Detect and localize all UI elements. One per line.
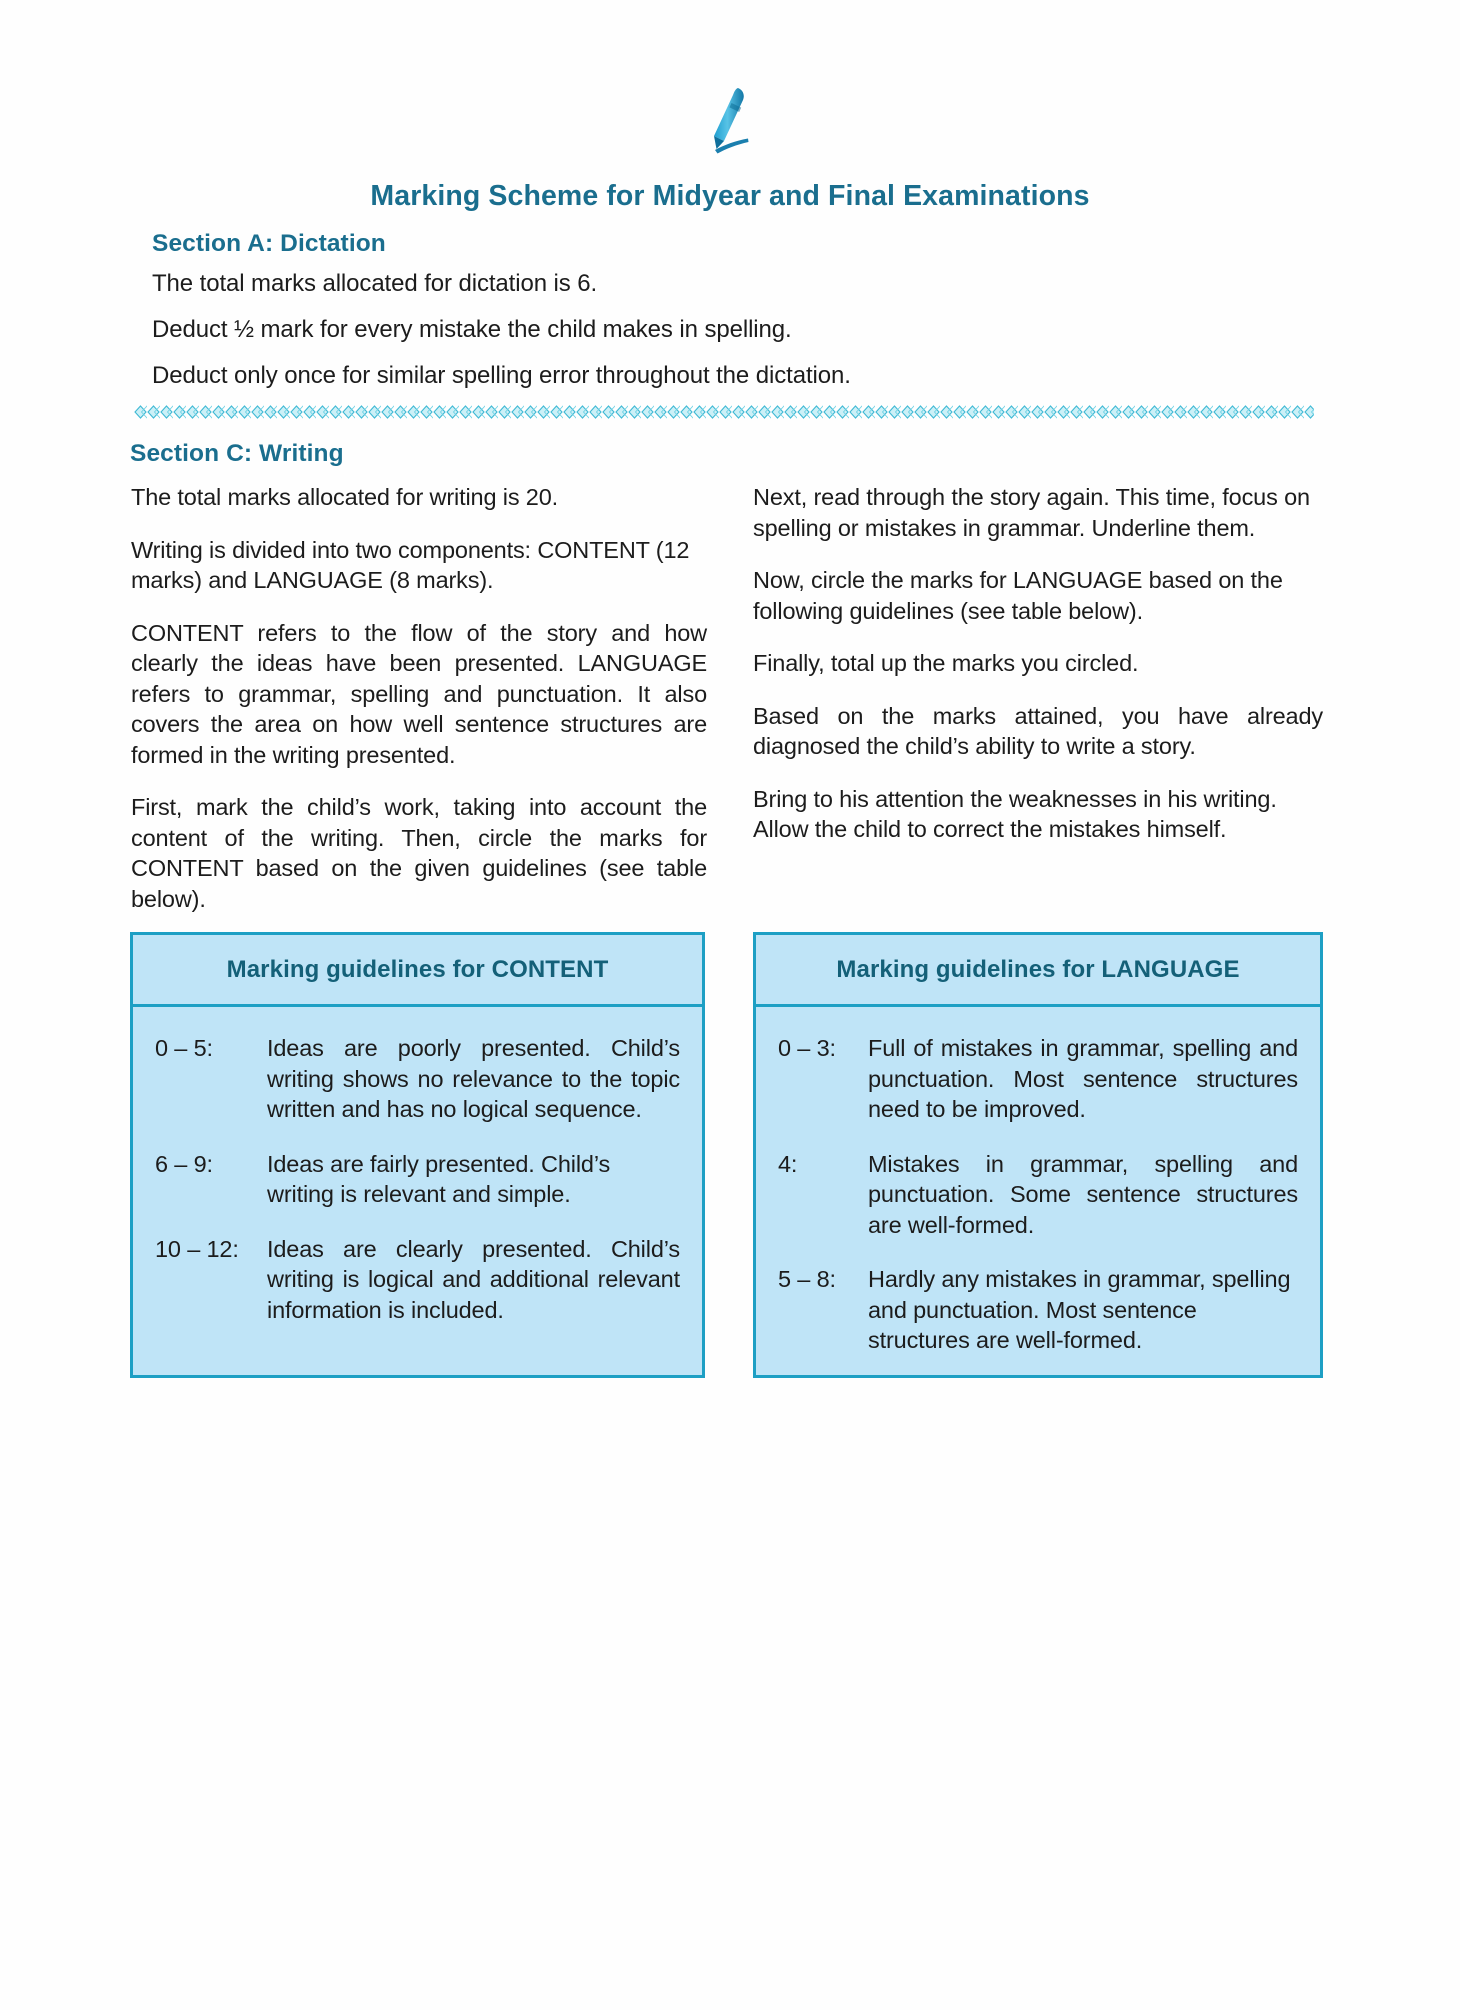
page-title: Marking Scheme for Midyear and Final Examinations xyxy=(370,180,1090,212)
language-row xyxy=(778,1264,1298,1356)
section-a-line-2: Deduct ½ mark for every mistake the child makes in spelling. xyxy=(152,316,792,343)
language-guidelines-header xyxy=(756,935,1320,1007)
content-row xyxy=(155,1149,680,1210)
language-guidelines-box xyxy=(753,932,1323,1378)
decorative-divider xyxy=(134,403,1314,421)
language-row-description: Full of mistakes in grammar, spelling and punctuation. Most sentence structures need to be improved. xyxy=(868,1035,1298,1123)
content-row-description: Ideas are fairly presented. Child’s writing is relevant and simple. xyxy=(267,1150,611,1208)
content-row-description: Ideas are poorly presented. Child’s writing shows no relevance to the topic written and has no logical sequence. xyxy=(267,1035,680,1123)
content-guidelines-body xyxy=(133,1007,702,1325)
pen-icon xyxy=(700,84,760,156)
content-guidelines-header xyxy=(133,935,702,1007)
language-guidelines-body xyxy=(756,1007,1320,1356)
content-row xyxy=(155,1234,680,1326)
language-guidelines-title: Marking guidelines for LANGUAGE xyxy=(836,955,1240,983)
left-para-1: The total marks allocated for writing is 20. xyxy=(131,484,559,510)
language-row xyxy=(778,1149,1298,1241)
content-row-range: 6 – 9: xyxy=(155,1150,213,1177)
content-guidelines-title: Marking guidelines for CONTENT xyxy=(226,955,609,983)
language-row-description: Hardly any mistakes in grammar, spelling and punctuation. Most sentence structures are well-formed. xyxy=(868,1266,1291,1354)
content-row-range: 0 – 5: xyxy=(155,1035,213,1061)
language-row-range: 5 – 8: xyxy=(778,1266,836,1293)
left-para-4: First, mark the child’s work, taking into account the content of the writing. Then, circle the marks for CONTENT based on the given guidelines (see table below). xyxy=(131,794,707,913)
section-a-line-1: The total marks allocated for dictation is 6. xyxy=(152,270,598,297)
right-para-1: Next, read through the story again. This time, focus on spelling or mistakes in grammar. Underline them. xyxy=(753,484,1310,541)
content-row-description: Ideas are clearly presented. Child’s writing is logical and additional relevant information is included. xyxy=(267,1235,680,1323)
right-para-4: Based on the marks attained, you have already diagnosed the child’s ability to write a story. xyxy=(753,702,1323,760)
language-row-range: 0 – 3: xyxy=(778,1035,836,1061)
right-para-5: Bring to his attention the weaknesses in his writing. Allow the child to correct the mistakes himself. xyxy=(753,785,1277,843)
section-a-heading: Section A: Dictation xyxy=(152,230,386,257)
section-a xyxy=(152,230,1152,388)
right-para-3: Finally, total up the marks you circled. xyxy=(753,650,1139,677)
content-row xyxy=(155,1033,680,1125)
language-row-range: 4: xyxy=(778,1150,798,1177)
language-row xyxy=(778,1033,1298,1125)
language-row-description: Mistakes in grammar, spelling and punctuation. Some sentence structures are well-formed. xyxy=(868,1150,1298,1238)
logo-container xyxy=(0,84,1460,156)
content-guidelines-box xyxy=(130,932,705,1378)
left-para-2: Writing is divided into two components: CONTENT (12 marks) and LANGUAGE (8 marks). xyxy=(131,536,690,594)
section-c-left-column xyxy=(131,482,707,915)
section-a-line-3: Deduct only once for similar spelling error throughout the dictation. xyxy=(152,362,851,389)
section-c-right-column xyxy=(753,482,1323,845)
section-c-heading: Section C: Writing xyxy=(130,440,344,467)
right-para-2: Now, circle the marks for LANGUAGE based on the following guidelines (see table below). xyxy=(753,567,1283,624)
left-para-3: CONTENT refers to the flow of the story and how clearly the ideas have been presented. LANGUAGE refers to grammar, spelling and punctuation. It also covers the area on how well sentence structures are formed in the writing presented. xyxy=(131,619,707,768)
content-row-range: 10 – 12: xyxy=(155,1235,239,1262)
